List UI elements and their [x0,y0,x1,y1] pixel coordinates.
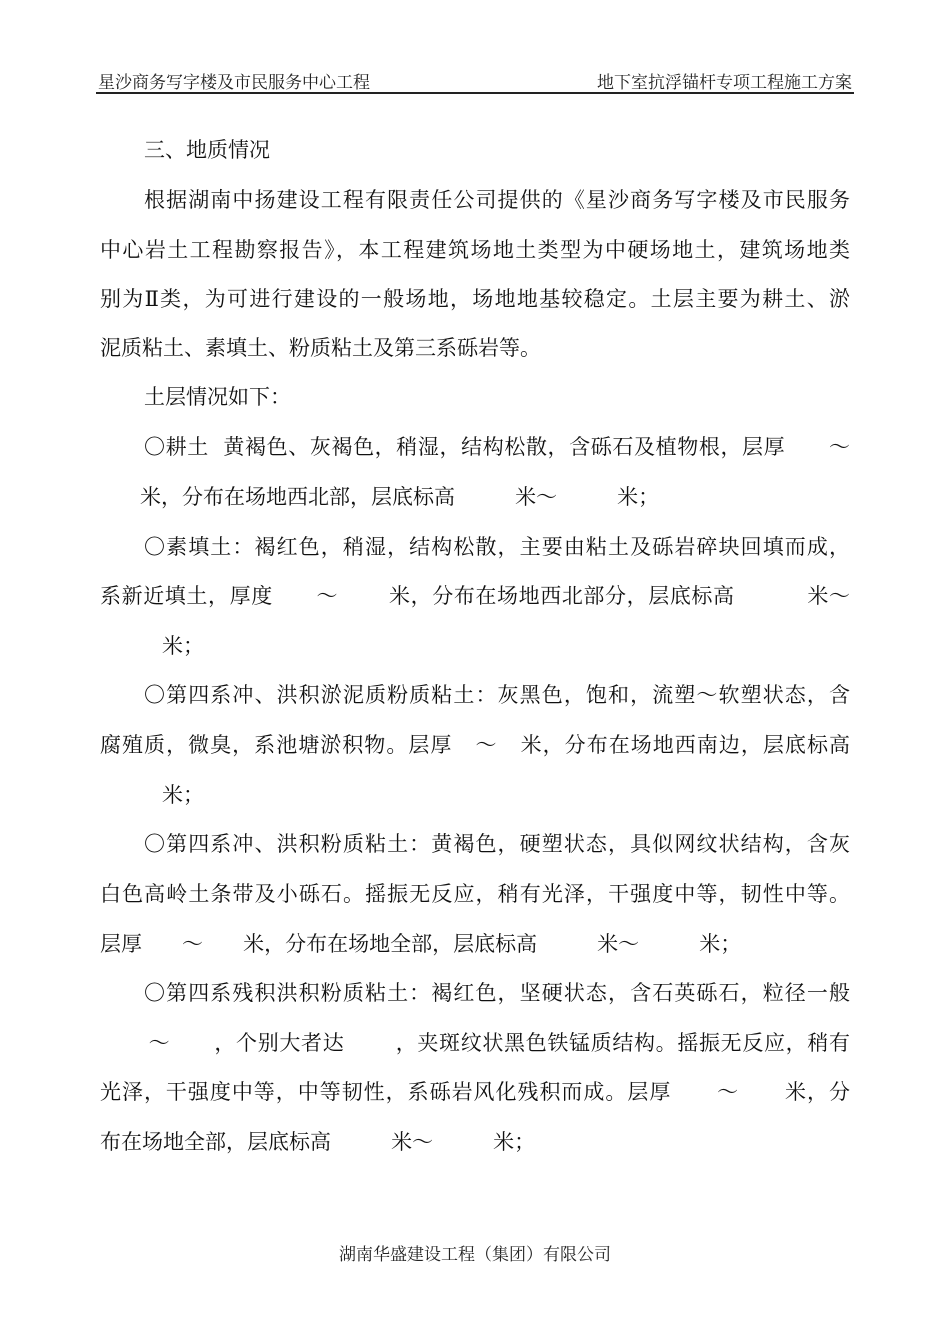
soil-layer-line: 〇第四系残积洪积粉质粘土：褐红色，坚硬状态，含石英砾石，粒径一般 [144,981,850,1005]
paragraph-line: 根据湖南中扬建设工程有限责任公司提供的《星沙商务写字楼及市民服务 [144,188,850,212]
page-footer: 湖南华盛建设工程（集团）有限公司 [339,1245,611,1265]
soil-layer-line: 光泽，干强度中等，中等韧性，系砾岩风化残积而成。层厚 ～ 米，分 [100,1080,850,1104]
soil-layer-line: 米，分布在场地西北部，层底标高 米～ 米； [140,485,660,509]
soil-layer-line: 米； [162,634,204,658]
soil-layer-line: 〇第四系冲、洪积淤泥质粉质粘土：灰黑色，饱和，流塑～软塑状态，含 [144,683,850,707]
paragraph-line: 别为Ⅱ类，为可进行建设的一般场地，场地地基较稳定。土层主要为耕土、淤 [100,287,850,311]
section-heading: 三、地质情况 [144,138,270,162]
paragraph-line: 土层情况如下： [144,385,291,409]
paragraph-line: 中心岩土工程勘察报告》，本工程建筑场地土类型为中硬场地土，建筑场地类 [100,238,850,262]
soil-layer-line: 〇第四系冲、洪积粉质粘土：黄褐色，硬塑状态，具似网纹状结构，含灰 [144,832,850,856]
soil-layer-line: 腐殖质，微臭，系池塘淤积物。层厚 ～ 米，分布在场地西南边，层底标高 [100,733,850,757]
soil-layer-line: 层厚 ～ 米，分布在场地全部，层底标高 米～ 米； [100,932,742,956]
page-header [96,66,854,94]
soil-layer-line: 〇素填土：褐红色，稍湿，结构松散，主要由粘土及砾岩碎块回填而成， [144,535,850,559]
header-project-name: 星沙商务写字楼及市民服务中心工程 [98,73,370,93]
soil-layer-line: 白色高岭土条带及小砾石。摇振无反应，稍有光泽，干强度中等，韧性中等。 [100,882,850,906]
paragraph-line: 泥质粘土、素填土、粉质粘土及第三系砾岩等。 [100,336,541,360]
soil-layer-line: 米； [162,783,204,807]
soil-layer-line: 布在场地全部，层底标高 米～ 米； [100,1130,536,1154]
header-document-title: 地下室抗浮锚杆专项工程施工方案 [597,73,852,93]
soil-layer-line: 〇耕土 黄褐色、灰褐色，稍湿，结构松散，含砾石及植物根，层厚 ～ [144,435,850,459]
soil-layer-line: ～ ，个别大者达 ，夹斑纹状黑色铁锰质结构。摇振无反应，稍有 [134,1031,850,1055]
soil-layer-line: 系新近填土，厚度 ～ 米，分布在场地西北部分，层底标高 米～ [100,584,850,608]
